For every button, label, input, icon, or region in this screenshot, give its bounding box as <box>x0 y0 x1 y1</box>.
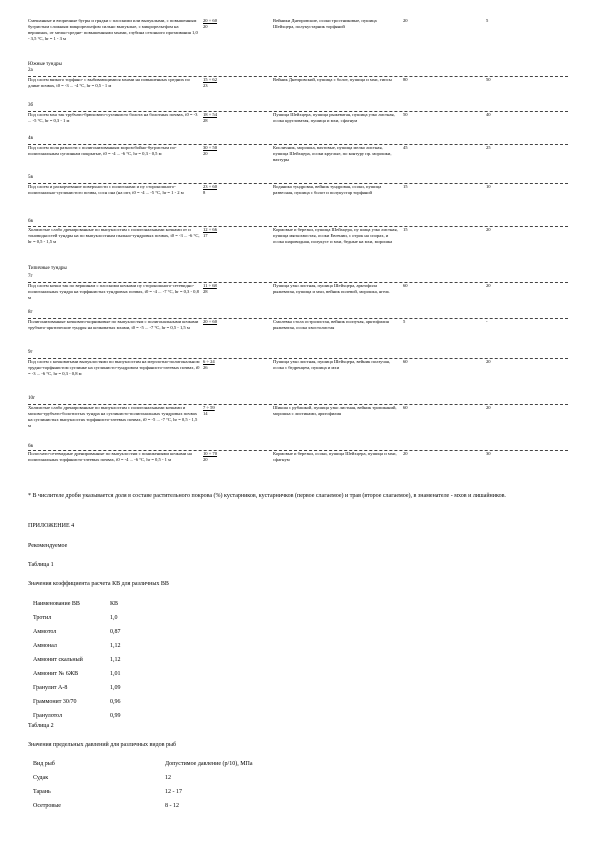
zone-label: Типичные тундры <box>28 266 67 271</box>
row-divider <box>28 111 568 112</box>
moss-cover-value: 5 <box>486 18 489 23</box>
zone-label: 9г <box>28 350 33 355</box>
cover-fraction <box>203 405 253 417</box>
appendix-subtitle: Рекомендуемое <box>28 543 68 549</box>
row-divider <box>28 144 568 145</box>
shrub-cover-value: 20 <box>403 18 408 23</box>
table2-header-value: Допустимое давление (р/10), МПа <box>165 761 253 767</box>
shrub-cover-value: 60 <box>403 405 408 410</box>
vegetation-description: Шикша с рубашкой, пушица узко листная, вейник тропиканий, морошка с листиками, арктофилия <box>273 405 397 416</box>
shrub-cover-value: 60 <box>403 283 408 288</box>
kv-value: 1,01 <box>110 671 121 677</box>
cover-fraction <box>203 283 253 295</box>
cover-fraction <box>203 77 253 89</box>
cover-numerator: 20 ÷ 60 <box>203 319 218 324</box>
moss-cover-value: 40 <box>486 112 491 117</box>
cover-fraction <box>203 18 253 30</box>
zone-label: 3б <box>28 103 34 108</box>
explosive-name: Гранулотол <box>33 713 63 719</box>
shrub-cover-value: 50 <box>403 112 408 117</box>
moss-cover-value: 10 <box>486 184 491 189</box>
table2-title: Значения предельных давлений для различных видов рыб <box>28 742 177 748</box>
cover-numerator: 7 ÷ 59 <box>203 405 215 410</box>
cover-fraction <box>203 451 253 463</box>
table1-header-value: КВ <box>110 601 119 607</box>
row-divider <box>28 226 568 227</box>
moss-cover-value: 30 <box>486 451 491 456</box>
vegetation-description: Вейник Днепровский, пушица с болот, пушица и мхи, гипсы <box>273 77 392 82</box>
explosive-name: Тротил <box>33 615 52 621</box>
shrub-cover-value: 15 <box>403 184 408 189</box>
moss-cover-value: 20 <box>486 283 491 288</box>
landscape-description: Под слоем с кочковатыми выпуклостями по выпуклостям на мерзлотно-полигональном трудно-торфянистом суглинке на суглинисто-тундровом торфянисто-глеевых почвах, t0 = -3 ... -6 °С, hr = 0,3 - 0,8 м <box>28 359 200 376</box>
pressure-value: 12 - 17 <box>165 789 182 795</box>
shrub-cover-value: 5 <box>403 319 406 324</box>
landscape-description: Под слоем вязкого торфяно- с выбивающимися мхами на повышенных средних по длине почвах, t0 = -3 ... -4 °С, hr = 0,5 - 1 м <box>28 77 190 88</box>
row-divider <box>28 282 568 283</box>
moss-cover-value: 20 <box>486 227 491 232</box>
vegetation-description: Пушица узко листная, пушица Шейхцера, вейник ползучая, осока с бедренцем, пушица и мхи <box>273 359 391 370</box>
cover-fraction <box>203 184 253 196</box>
cover-numerator: 23 ÷ 60 <box>203 184 218 189</box>
landscape-description: Под слоем мха так трубчато-брюховато-суглинисто болота на болотных почвах, t0 = -3 ... -5 °С, hr = 0,3 - 1 м <box>28 112 198 123</box>
cover-numerator: 12 ÷ 66 <box>203 227 218 232</box>
zone-label: 7г <box>28 274 33 279</box>
cover-denominator: 17 <box>203 232 208 238</box>
landscape-description: Под слоем и раскорчевание поверхности с полигонами и пу стороношного-полигонально-суглинистого почвы, сосн она (на опт, t0 = -4 ... -5 °С, hr = 1 - 2 м <box>28 184 184 195</box>
cover-numerator: 20 ÷ 60 <box>203 18 218 23</box>
pressure-value: 12 <box>165 775 171 781</box>
moss-cover-value: 25 <box>486 145 491 150</box>
shrub-cover-value: 60 <box>403 359 408 364</box>
cover-fraction <box>203 319 253 325</box>
cover-fraction <box>203 112 253 124</box>
explosive-name: Аммонит № 6ЖВ <box>33 671 79 677</box>
zone-label: 4в <box>28 136 33 141</box>
kv-value: 1,0 <box>110 615 118 621</box>
kv-value: 0,99 <box>110 713 121 719</box>
row-divider <box>28 318 568 319</box>
zone-label: 6в <box>28 219 33 224</box>
fish-species: Осетровые <box>33 803 61 809</box>
cover-numerator: 30 ÷ 50 <box>203 145 218 150</box>
footnote: * В числителе дроби указывается доля в составе растительного покрова (%) кустарников, кустарничков (первое слагаемое) и трав (второе слагаемое), в знаменателе - мхов и лишайников. <box>28 493 506 499</box>
explosive-name: Аммотол <box>33 629 57 635</box>
vegetation-description: Кормовые и березки, пушица Шейхцера, пу шица узко листная, пушица мягкохвостая, осоки Евгении, с отрок на спорах, и осока шаровидная, полукуст и мхи, бедные на мхи, морошка <box>273 227 398 244</box>
cover-denominator: 20 <box>203 23 208 29</box>
cover-fraction <box>203 145 253 157</box>
vegetation-description: Кормовые и березки, осоки, пушица Шейхцера, пушица и мхи, сфагнум <box>273 451 397 462</box>
cover-denominator: 20 <box>203 150 208 156</box>
landscape-description: Полосчато-сетевидные дренированные по выпуклостям с понижениями кочками на полигональных торфянисто-глеевых почвах, t0 = -4 ... -6 °С, hr = 0,5 - 1 м <box>28 451 192 462</box>
cover-numerator: 15 ÷ 62 <box>203 77 218 82</box>
shrub-cover-value: 20 <box>403 451 408 456</box>
vegetation-description: Пушица узко листная, пушица Шейхцера, арктофила рыжеватая, пушица и мхи, вейник полевой, морошка, ягель <box>273 283 390 294</box>
cover-denominator: 28 <box>203 288 208 294</box>
moss-cover-value: 20 <box>486 405 491 410</box>
shrub-cover-value: 45 <box>403 145 408 150</box>
fish-species: Тарань <box>33 789 51 795</box>
cover-fraction <box>203 227 253 239</box>
cover-denominator: 8 <box>203 189 206 195</box>
moss-cover-value: 20 <box>486 359 491 364</box>
cover-numerator: 6 ÷ 24 <box>203 359 215 364</box>
kv-value: 1,12 <box>110 643 121 649</box>
cover-fraction <box>203 359 253 371</box>
moss-cover-value: 50 <box>486 77 491 82</box>
cover-denominator: 28 <box>203 117 208 123</box>
vegetation-description: Вейники Днепровские, осоки тростниковые, пушица Шейхцера, полукустарник торфяной <box>273 18 377 29</box>
vegetation-description: Смолевка стола остролистая, вейник ползучая, арктофилия рыжеватая, осока хвостолистая <box>273 319 389 330</box>
cover-denominator: 20 <box>203 456 208 462</box>
appendix-title: ПРИЛОЖЕНИЕ 4 <box>28 523 75 529</box>
table1-header-name: Наименование ВВ <box>33 601 80 607</box>
fish-species: Судак <box>33 775 49 781</box>
landscape-description: Холмистые слабо дренированные по выпуклостям с полигональными кочками от и тоновидностей тундры на по выпуклостным пыльно-тундровых почвах, t0 = -3 ... -6 °С, hr = 0,5 - 1,5 м <box>28 227 200 244</box>
explosive-name: Аммонит скальный <box>33 657 83 663</box>
zone-label: Южные тундры <box>28 62 62 67</box>
row-divider <box>28 76 568 77</box>
landscape-description: Холмистые слабо дренированные по выпуклостям с полигональными кочками и мохово-трубчато-болотистых тундра на суглинисто-полигональных тундровых почвах на суглинистых выпуклостях торфянисто-глеевых почвах, t0 = -5 ... -7 °С, hr = 0,5 - 1,5 м <box>28 405 198 428</box>
zone-label: 10г <box>28 396 36 401</box>
shrub-cover-value: 15 <box>403 227 408 232</box>
vegetation-description: Кисличник, морошка, вахтовые, пушица мелко листная, пушица Шейхцера, осоки круглые, по контуру пр. морошки, вахтуры <box>273 145 392 162</box>
landscape-description: Полигонизованные кочковато-корниковые по выпуклостям с полигональными кочками трубчато-арктические тундры на кочковатых мхами, t0 = -5 ... -7 °С, hr = 0,5 - 1,5 м <box>28 319 199 330</box>
shrub-cover-value: 80 <box>403 77 408 82</box>
cover-denominator: 14 <box>203 410 208 416</box>
moss-cover-value: - <box>486 319 488 324</box>
vegetation-description: Пушица Шейхцера, пушица рыжеватая, пушица узко листная, осока кругловатая, пушица и мхи, сфагнум <box>273 112 395 123</box>
cover-numerator: 10 ÷ 70 <box>203 451 218 456</box>
cover-numerator: 11 ÷ 68 <box>203 283 217 288</box>
pressure-value: 8 - 12 <box>165 803 179 809</box>
row-divider <box>28 404 568 405</box>
zone-label: 6в <box>28 444 33 449</box>
row-divider <box>28 183 568 184</box>
table1-caption: Таблица 1 <box>28 562 54 568</box>
landscape-description: Смешанные и вторичные бугры и грядки с плоскими или выпуклыми, с повышенным бугристым сложным микрорельефом сильно выпуклые, с микрорельефом на вершинах, от мелко-средне- повышенными мхами, глубина сезонного протаивания 1,0 - 3,5 °С, hr = 1 - 3 м <box>28 18 198 41</box>
landscape-description: Под слоем поля разности с полигонизованным морозобойно-бугристым по-полигональным суглинкам покрытые, t0 = -4 ... -6 °С, hr = 0,3 - 0,5 м <box>28 145 177 156</box>
vegetation-description: Водяника тундровая, вейник тундровая, осоки, пушица развесная, пушица с болот и полукустар торфяной <box>273 184 382 195</box>
zone-label: 2а <box>28 68 33 73</box>
table1-title: Значения коэффициента расчета КВ для различных ВВ <box>28 581 169 587</box>
row-divider <box>28 358 568 359</box>
cover-denominator: 23 <box>203 82 208 88</box>
table2-header-name: Вид рыб <box>33 761 55 767</box>
kv-value: 0,87 <box>110 629 121 635</box>
explosive-name: Гранулит А-8 <box>33 685 68 691</box>
landscape-description: Под слоем кочки так по вершинам с плоскими кочками пу стороношного-сетевидно-полигональных тундра на торфянистых тундровых почвах, t0 = -4 ... -7 °С, hr = 0,3 - 0,8 м <box>28 283 199 300</box>
kv-value: 1,12 <box>110 657 121 663</box>
explosive-name: Аммонал <box>33 643 57 649</box>
zone-label: 8г <box>28 310 33 315</box>
table2-caption: Таблица 2 <box>28 723 54 729</box>
row-divider <box>28 450 568 451</box>
kv-value: 0,96 <box>110 699 121 705</box>
cover-numerator: 18 ÷ 54 <box>203 112 218 117</box>
cover-denominator: 26 <box>203 364 208 370</box>
zone-label: 5в <box>28 175 33 180</box>
explosive-name: Граммонит 30/70 <box>33 699 77 705</box>
kv-value: 1,09 <box>110 685 121 691</box>
